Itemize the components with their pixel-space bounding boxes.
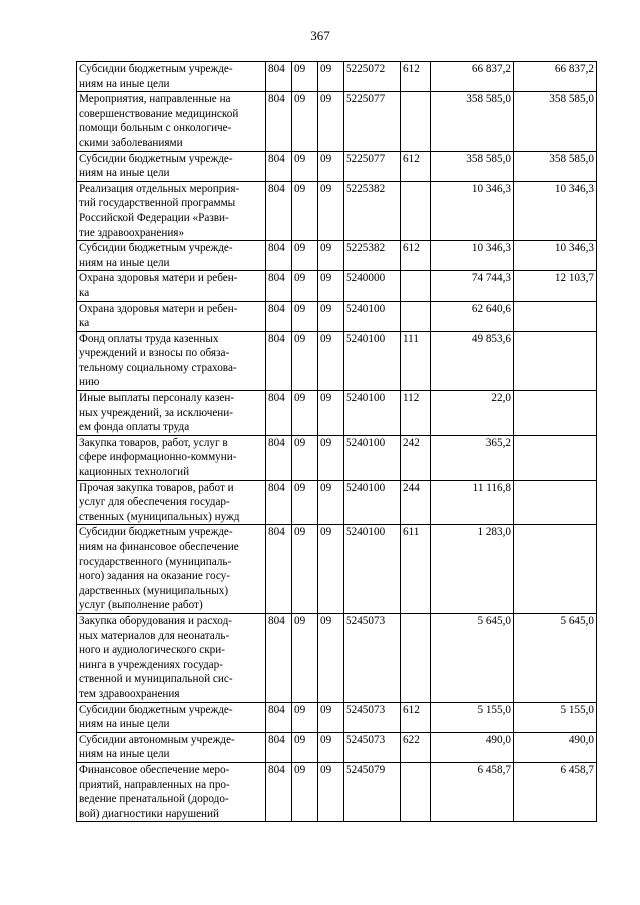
subsection-code-cell: 09 — [318, 391, 344, 436]
table-row — [77, 92, 597, 151]
expense-type-cell — [401, 271, 431, 301]
table-row — [77, 702, 597, 732]
amount-federal-cell: 12 103,7 — [514, 271, 597, 301]
section-code-cell: 09 — [292, 391, 318, 436]
subsection-code-cell: 09 — [318, 271, 344, 301]
subsection-code-cell: 09 — [318, 732, 344, 762]
amount-total-cell: 6 458,7 — [431, 762, 514, 821]
amount-federal-cell — [514, 435, 597, 480]
expense-type-cell: 612 — [401, 151, 431, 181]
section-code-cell: 09 — [292, 613, 318, 702]
subsection-code-cell: 09 — [318, 62, 344, 92]
expense-type-cell: 244 — [401, 480, 431, 525]
ministry-code-cell: 804 — [266, 151, 292, 181]
article-code-cell: 5225077 — [344, 92, 401, 151]
ministry-code-cell: 804 — [266, 435, 292, 480]
section-code-cell: 09 — [292, 702, 318, 732]
row-name-cell: Субсидии бюджетным учрежде- ниям на финансовое обеспечение государственного (муниципаль- ного) задания на оказание госу- дарственных (муниципальных) услуг (выполнение работ) — [77, 525, 266, 614]
ministry-code-cell: 804 — [266, 62, 292, 92]
table-row — [77, 331, 597, 390]
section-code-cell: 09 — [292, 301, 318, 331]
amount-federal-cell — [514, 301, 597, 331]
amount-total-cell: 1 283,0 — [431, 525, 514, 614]
article-code-cell: 5245079 — [344, 762, 401, 821]
ministry-code-cell: 804 — [266, 480, 292, 525]
amount-federal-cell — [514, 525, 597, 614]
amount-federal-cell: 6 458,7 — [514, 762, 597, 821]
section-code-cell: 09 — [292, 435, 318, 480]
expense-type-cell — [401, 92, 431, 151]
amount-total-cell: 10 346,3 — [431, 181, 514, 240]
row-name-cell: Иные выплаты персоналу казен- ных учреждений, за исключени- ем фонда оплаты труда — [77, 391, 266, 436]
ministry-code-cell: 804 — [266, 92, 292, 151]
ministry-code-cell: 804 — [266, 241, 292, 271]
budget-table — [76, 61, 597, 822]
subsection-code-cell: 09 — [318, 181, 344, 240]
article-code-cell: 5240000 — [344, 271, 401, 301]
article-code-cell: 5245073 — [344, 613, 401, 702]
subsection-code-cell: 09 — [318, 435, 344, 480]
expense-type-cell: 242 — [401, 435, 431, 480]
subsection-code-cell: 09 — [318, 480, 344, 525]
article-code-cell: 5240100 — [344, 301, 401, 331]
subsection-code-cell: 09 — [318, 92, 344, 151]
expense-type-cell — [401, 613, 431, 702]
article-code-cell: 5225382 — [344, 241, 401, 271]
table-row — [77, 62, 597, 92]
expense-type-cell: 612 — [401, 241, 431, 271]
row-name-cell: Субсидии автономным учрежде- ниям на иные цели — [77, 732, 266, 762]
amount-total-cell: 490,0 — [431, 732, 514, 762]
section-code-cell: 09 — [292, 151, 318, 181]
page-number: 367 — [310, 28, 330, 43]
expense-type-cell — [401, 181, 431, 240]
table-row — [77, 301, 597, 331]
amount-federal-cell: 5 645,0 — [514, 613, 597, 702]
table-row — [77, 241, 597, 271]
section-code-cell: 09 — [292, 62, 318, 92]
section-code-cell: 09 — [292, 480, 318, 525]
expense-type-cell: 622 — [401, 732, 431, 762]
amount-total-cell: 74 744,3 — [431, 271, 514, 301]
amount-federal-cell: 5 155,0 — [514, 702, 597, 732]
article-code-cell: 5240100 — [344, 391, 401, 436]
article-code-cell: 5240100 — [344, 331, 401, 390]
table-row — [77, 391, 597, 436]
ministry-code-cell: 804 — [266, 271, 292, 301]
section-code-cell: 09 — [292, 732, 318, 762]
ministry-code-cell: 804 — [266, 391, 292, 436]
amount-total-cell: 49 853,6 — [431, 331, 514, 390]
article-code-cell: 5245073 — [344, 732, 401, 762]
section-code-cell: 09 — [292, 762, 318, 821]
ministry-code-cell: 804 — [266, 301, 292, 331]
ministry-code-cell: 804 — [266, 762, 292, 821]
section-code-cell: 09 — [292, 241, 318, 271]
amount-total-cell: 66 837,2 — [431, 62, 514, 92]
subsection-code-cell: 09 — [318, 613, 344, 702]
article-code-cell: 5240100 — [344, 480, 401, 525]
expense-type-cell — [401, 762, 431, 821]
article-code-cell: 5225077 — [344, 151, 401, 181]
row-name-cell: Субсидии бюджетным учрежде- ниям на иные цели — [77, 241, 266, 271]
ministry-code-cell: 804 — [266, 181, 292, 240]
table-row — [77, 151, 597, 181]
amount-total-cell: 358 585,0 — [431, 92, 514, 151]
table-row — [77, 435, 597, 480]
row-name-cell: Фонд оплаты труда казенных учреждений и взносы по обяза- тельному социальному страхова- нию — [77, 331, 266, 390]
row-name-cell: Закупка оборудования и расход- ных материалов для неонаталь- ного и аудиологического скри- нинга в учреждениях государ- ственной и муниципальной сис- тем здравоохранения — [77, 613, 266, 702]
ministry-code-cell: 804 — [266, 331, 292, 390]
amount-federal-cell: 66 837,2 — [514, 62, 597, 92]
subsection-code-cell: 09 — [318, 241, 344, 271]
amount-federal-cell — [514, 480, 597, 525]
row-name-cell: Субсидии бюджетным учрежде- ниям на иные цели — [77, 702, 266, 732]
amount-federal-cell: 490,0 — [514, 732, 597, 762]
section-code-cell: 09 — [292, 92, 318, 151]
row-name-cell: Субсидии бюджетным учрежде- ниям на иные цели — [77, 62, 266, 92]
expense-type-cell: 612 — [401, 62, 431, 92]
row-name-cell: Прочая закупка товаров, работ и услуг для обеспечения государ- ственных (муниципальных) нужд — [77, 480, 266, 525]
amount-federal-cell: 10 346,3 — [514, 181, 597, 240]
table-row — [77, 732, 597, 762]
expense-type-cell: 111 — [401, 331, 431, 390]
table-row — [77, 762, 597, 821]
expense-type-cell: 612 — [401, 702, 431, 732]
table-row — [77, 271, 597, 301]
article-code-cell: 5245073 — [344, 702, 401, 732]
row-name-cell: Мероприятия, направленные на совершенствование медицинской помощи больным с онкологиче- скими заболеваниями — [77, 92, 266, 151]
expense-type-cell — [401, 301, 431, 331]
expense-type-cell: 112 — [401, 391, 431, 436]
row-name-cell: Финансовое обеспечение меро- приятий, направленных на про- ведение пренатальной (дородо- вой) диагностики нарушений — [77, 762, 266, 821]
section-code-cell: 09 — [292, 271, 318, 301]
row-name-cell: Реализация отдельных мероприя- тий государственной программы Российской Федерации «Разви- тие здравоохранения» — [77, 181, 266, 240]
row-name-cell: Охрана здоровья матери и ребен- ка — [77, 301, 266, 331]
budget-table-body — [77, 62, 597, 822]
subsection-code-cell: 09 — [318, 525, 344, 614]
row-name-cell: Субсидии бюджетным учрежде- ниям на иные цели — [77, 151, 266, 181]
amount-total-cell: 22,0 — [431, 391, 514, 436]
amount-total-cell: 358 585,0 — [431, 151, 514, 181]
article-code-cell: 5240100 — [344, 525, 401, 614]
ministry-code-cell: 804 — [266, 525, 292, 614]
section-code-cell: 09 — [292, 331, 318, 390]
row-name-cell: Закупка товаров, работ, услуг в сфере информационно-коммуни- кационных технологий — [77, 435, 266, 480]
table-row — [77, 480, 597, 525]
article-code-cell: 5225072 — [344, 62, 401, 92]
expense-type-cell: 611 — [401, 525, 431, 614]
ministry-code-cell: 804 — [266, 702, 292, 732]
section-code-cell: 09 — [292, 525, 318, 614]
subsection-code-cell: 09 — [318, 331, 344, 390]
ministry-code-cell: 804 — [266, 613, 292, 702]
article-code-cell: 5225382 — [344, 181, 401, 240]
section-code-cell: 09 — [292, 181, 318, 240]
amount-federal-cell: 358 585,0 — [514, 92, 597, 151]
amount-federal-cell — [514, 391, 597, 436]
amount-total-cell: 5 155,0 — [431, 702, 514, 732]
amount-total-cell: 5 645,0 — [431, 613, 514, 702]
amount-federal-cell: 358 585,0 — [514, 151, 597, 181]
row-name-cell: Охрана здоровья матери и ребен- ка — [77, 271, 266, 301]
table-row — [77, 525, 597, 614]
amount-federal-cell — [514, 331, 597, 390]
table-row — [77, 613, 597, 702]
ministry-code-cell: 804 — [266, 732, 292, 762]
amount-total-cell: 365,2 — [431, 435, 514, 480]
amount-federal-cell: 10 346,3 — [514, 241, 597, 271]
table-row — [77, 181, 597, 240]
amount-total-cell: 10 346,3 — [431, 241, 514, 271]
subsection-code-cell: 09 — [318, 301, 344, 331]
amount-total-cell: 11 116,8 — [431, 480, 514, 525]
subsection-code-cell: 09 — [318, 151, 344, 181]
article-code-cell: 5240100 — [344, 435, 401, 480]
subsection-code-cell: 09 — [318, 702, 344, 732]
amount-total-cell: 62 640,6 — [431, 301, 514, 331]
subsection-code-cell: 09 — [318, 762, 344, 821]
